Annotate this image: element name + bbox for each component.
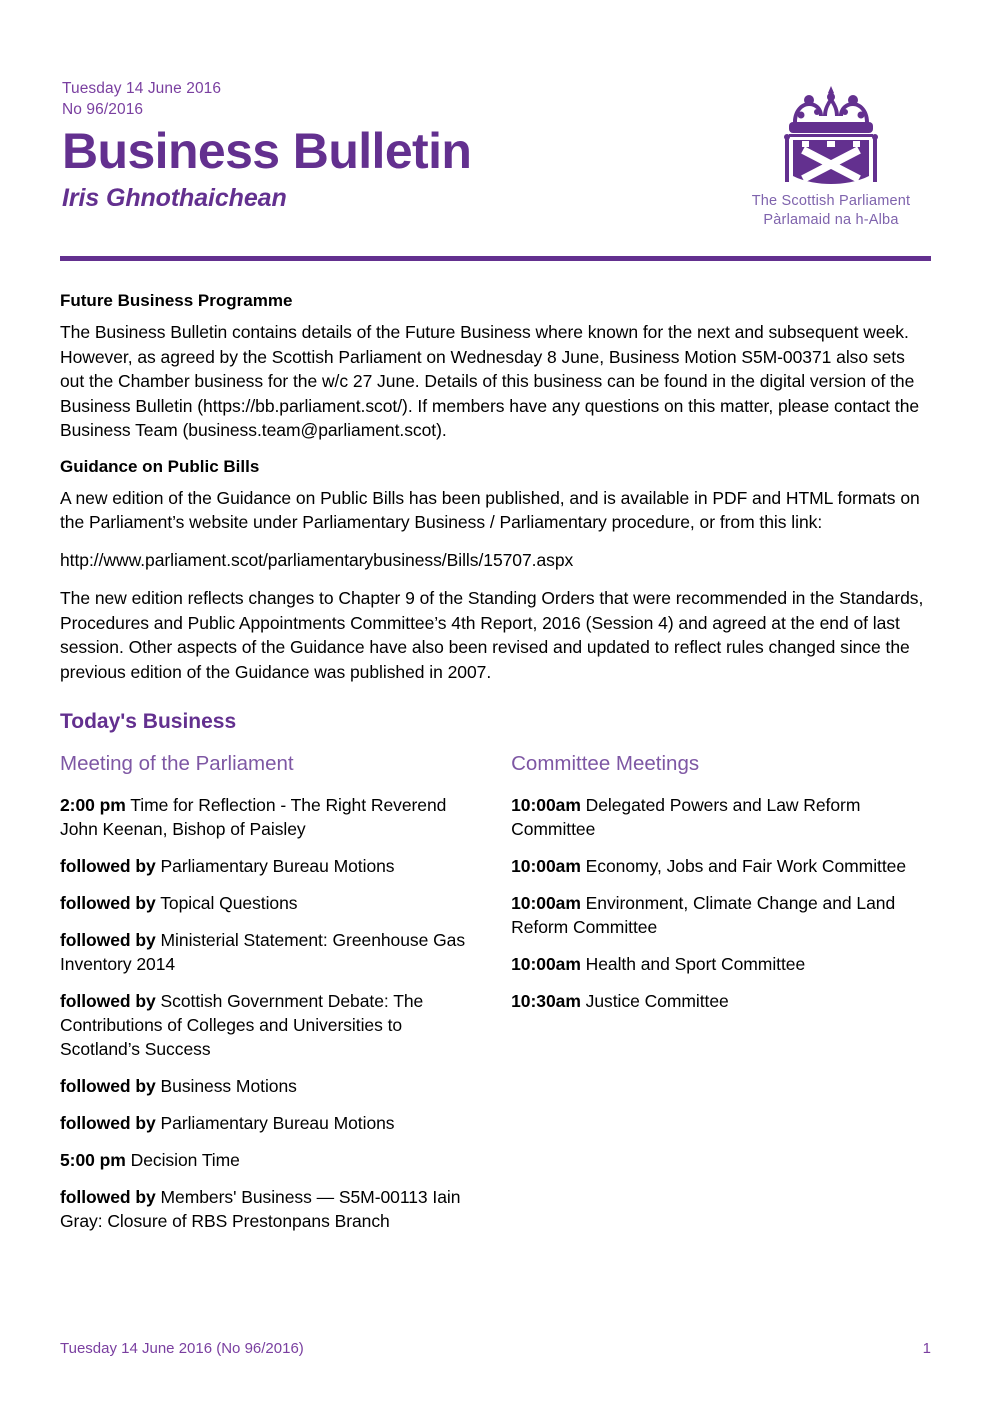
- committee-item-text: Environment, Climate Change and Land Reform Committee: [511, 893, 896, 937]
- business-item-time: followed by: [60, 893, 156, 913]
- notice-paragraph: The new edition reflects changes to Chapter 9 of the Standing Orders that were recommended in the Standards, Procedures and Public Appointments Committee’s 4th Report, 2016 (Session 4) and agreed at the end of last session. Other aspects of the Guidance have also been revised and updated to reflect rules changed since the previous edition of the Guidance was published in 2007.: [60, 588, 924, 682]
- business-item-time: followed by: [60, 930, 156, 950]
- section-title-todays-business: Today's Business: [60, 710, 237, 733]
- logo-name-en: The Scottish Parliament: [751, 193, 911, 209]
- business-item: [60, 891, 470, 915]
- business-item-time: followed by: [60, 1076, 156, 1096]
- committee-item: [511, 854, 931, 878]
- business-item-text: Business Motions: [160, 1076, 297, 1096]
- page-title-gaelic: Iris Ghnothaichean: [62, 184, 287, 212]
- scottish-parliament-logo: [731, 84, 931, 230]
- issue-date: Tuesday 14 June 2016: [62, 80, 222, 97]
- business-item-time: followed by: [60, 1187, 156, 1207]
- business-item: [60, 854, 470, 878]
- business-item: [60, 1185, 470, 1233]
- document-footer: [60, 1339, 931, 1359]
- committee-item-time: 10:30am: [511, 991, 581, 1011]
- business-item-time: 2:00 pm: [60, 795, 126, 815]
- business-item-text: Parliamentary Bureau Motions: [160, 856, 395, 876]
- footer-page-number: 1: [922, 1340, 931, 1357]
- header-titles: [62, 78, 471, 214]
- document-header: [0, 0, 991, 252]
- business-item-text: Topical Questions: [160, 893, 298, 913]
- notice-guidance-on-public-bills: [60, 456, 931, 685]
- committee-item: [511, 793, 931, 841]
- business-item: [60, 1111, 470, 1135]
- guidance-link[interactable]: http://www.parliament.scot/parliamentarybusiness/Bills/15707.aspx: [60, 549, 574, 570]
- business-item-text: Scottish Government Debate: The Contributions of Colleges and Universities to Scotland’s Success: [60, 991, 424, 1059]
- logo-wordmark: [731, 192, 931, 230]
- document-content: [0, 290, 991, 1246]
- column-committee-meetings: [511, 750, 931, 1246]
- business-item-text: Time for Reflection - The Right Reverend John Keenan, Bishop of Paisley: [60, 795, 447, 839]
- notice-paragraph: A new edition of the Guidance on Public Bills has been published, and is available in PDF and HTML formats on the Parliament’s website under Parliamentary Business / Parliamentary procedure, or from this link:: [60, 487, 920, 532]
- committee-item-text: Economy, Jobs and Fair Work Committee: [585, 856, 907, 876]
- crown-saltire-icon: [731, 84, 931, 189]
- committee-item: [511, 952, 931, 976]
- committee-item-text: Justice Committee: [585, 991, 729, 1011]
- column-heading: Committee Meetings: [511, 752, 700, 775]
- logo-name-gd: Pàrlamaid na h-Alba: [763, 212, 899, 228]
- notice-future-business-programme: [60, 290, 931, 443]
- notice-heading: Guidance on Public Bills: [60, 456, 260, 476]
- committee-item: [511, 989, 931, 1013]
- business-item-text: Members' Business — S5M-00113 Iain Gray: Closure of RBS Prestonpans Branch: [60, 1187, 461, 1231]
- business-item-time: followed by: [60, 1113, 156, 1133]
- committee-item-text: Delegated Powers and Law Reform Committee: [511, 795, 861, 839]
- committee-item-time: 10:00am: [511, 856, 581, 876]
- business-item-time: followed by: [60, 991, 156, 1011]
- business-item-text: Parliamentary Bureau Motions: [160, 1113, 395, 1133]
- column-heading: Meeting of the Parliament: [60, 752, 294, 775]
- issue-number: No 96/2016: [62, 101, 144, 118]
- page-title: Business Bulletin: [62, 123, 472, 179]
- notice-paragraph: The Business Bulletin contains details of the Future Business where known for the next and subsequent week. However, as agreed by the Scottish Parliament on Wednesday 8 June, Business Motion S5M-00371 also sets out the Chamber business for the w/c 27 June. Details of this business can be found in the digital version of the Business Bulletin (https://bb.parliament.scot/). If members have any questions on this matter, please contact the Business Team (business.team@parliament.scot).: [60, 322, 920, 440]
- committee-item-text: Health and Sport Committee: [585, 954, 806, 974]
- footer-text: Tuesday 14 June 2016 (No 96/2016): [60, 1340, 304, 1357]
- business-item-time: followed by: [60, 856, 156, 876]
- notice-heading: Future Business Programme: [60, 291, 293, 310]
- committee-item-time: 10:00am: [511, 893, 581, 913]
- column-meeting-of-the-parliament: [60, 750, 511, 1246]
- committee-item-time: 10:00am: [511, 795, 581, 815]
- todays-business-columns: [60, 750, 931, 1246]
- committee-item: [511, 891, 931, 939]
- header-divider: [60, 256, 931, 261]
- business-item: [60, 989, 470, 1061]
- business-item-text: Ministerial Statement: Greenhouse Gas Inventory 2014: [60, 930, 466, 974]
- business-item: [60, 793, 470, 841]
- committee-item-time: 10:00am: [511, 954, 581, 974]
- business-item: [60, 928, 470, 976]
- business-item-text: Decision Time: [130, 1150, 240, 1170]
- business-item: [60, 1148, 470, 1172]
- business-item: [60, 1074, 470, 1098]
- business-item-time: 5:00 pm: [60, 1150, 126, 1170]
